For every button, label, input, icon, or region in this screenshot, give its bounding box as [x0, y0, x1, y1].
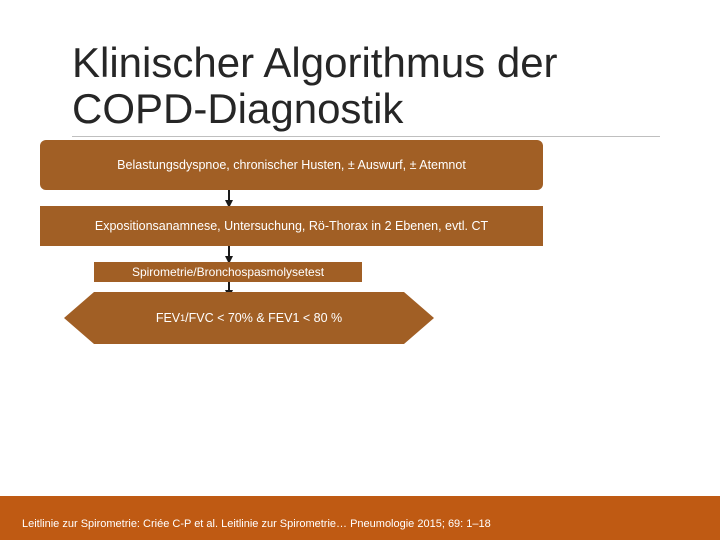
flow-step-examination [40, 206, 543, 246]
decision-subscript: 1 [180, 313, 186, 323]
flow-decision [64, 292, 434, 344]
flow-decision-label [64, 292, 434, 344]
title-line-2: COPD-Diagnostik [72, 85, 404, 132]
flow-step-symptoms [40, 140, 543, 190]
decision-suffix: /FVC < 70% & FEV1 < 80 % [185, 311, 343, 325]
title-line-1: Klinischer Algorithmus der [72, 39, 558, 86]
flow-step-spirometry-label: Spirometrie/Bronchospasmolysetest [131, 265, 325, 279]
flow-step-symptoms-label: Belastungsdyspnoe, chronischer Husten, ± Auswurf, ± Atemnot [117, 158, 466, 172]
decision-prefix: FEV [155, 311, 181, 325]
flow-step-spirometry [94, 262, 362, 282]
footer-citation: Leitlinie zur Spirometrie: Criée C-P et al. Leitlinie zur Spirometrie… Pneumologie 2015; 69: 1–18 [22, 518, 491, 530]
flow-step-examination-label: Expositionsanamnese, Untersuchung, Rö-Thorax in 2 Ebenen, evtl. CT [94, 219, 489, 233]
